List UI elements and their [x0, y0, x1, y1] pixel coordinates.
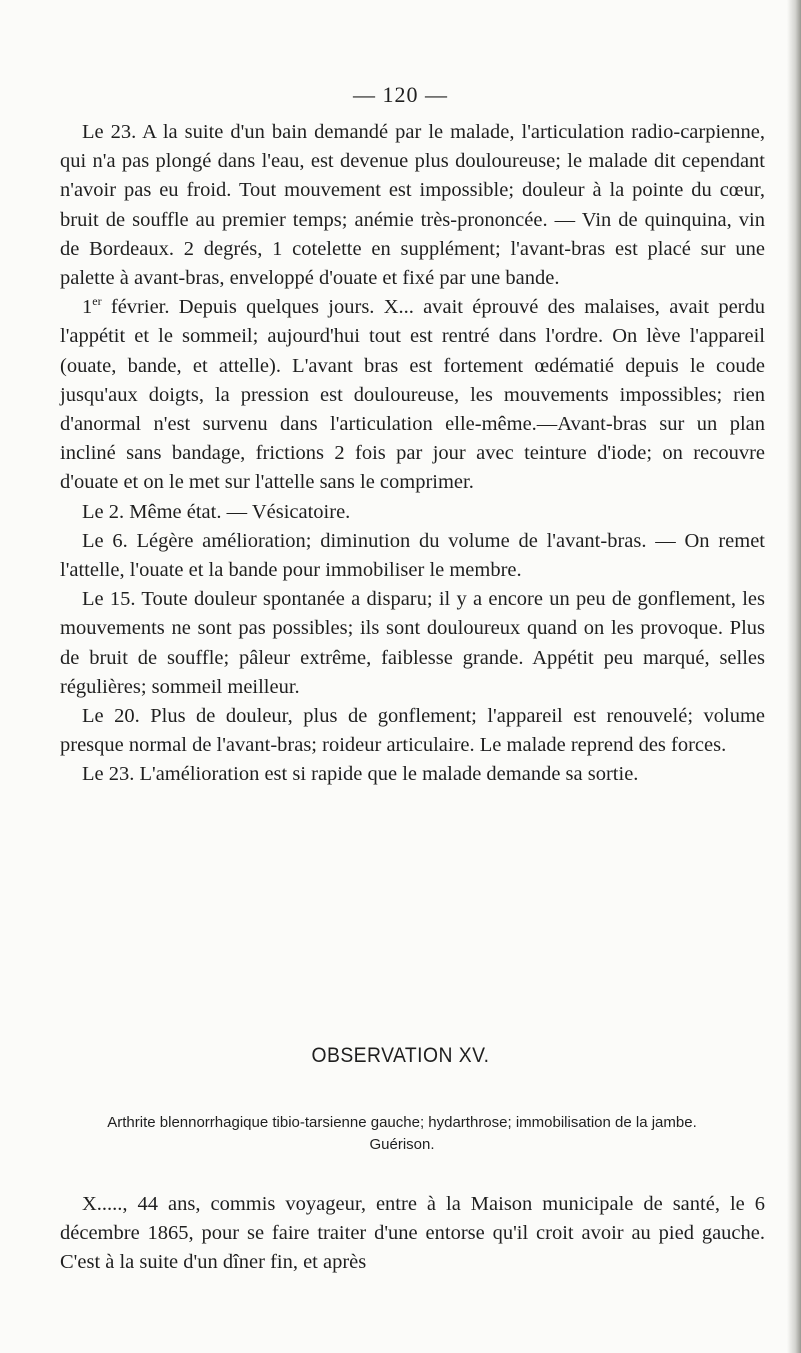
- page-edge-shadow: [787, 0, 801, 1353]
- page-number: — 120 —: [353, 82, 448, 107]
- paragraph-le-23-sortie: Le 23. L'amélioration est si rapide que le malade demande sa sortie.: [82, 763, 639, 786]
- paragraph-le-2: Le 2. Même état. — Vésicatoire.: [82, 500, 351, 523]
- observation-title: OBSERVATION XV.: [311, 1044, 490, 1067]
- case-notes: [60, 118, 765, 790]
- paragraph-le-23: Le 23. A la suite d'un bain demandé par le malade, l'articulation radio-carpienne, qui n'a pas plongé dans l'eau, est devenue plus douloureuse; le malade dit cependant n'avoir pas eu froid. Tout mouvement est impossible; douleur à la pointe du cœur, bruit de souffle au premier temps; anémie très-prononcée. — Vin de quinquina, vin de Bordeaux. 2 degrés, 1 cotelette en supplément; l'avant-bras est placé sur une palette à avant-bras, enveloppé d'ouate et fixé par une bande.: [60, 121, 765, 290]
- date-superscript: er: [92, 294, 102, 309]
- paragraph-1er-fevrier: [60, 293, 765, 497]
- observation-body: [60, 1190, 765, 1278]
- paragraph-le-6: Le 6. Légère amélioration; diminution du volume de l'avant-bras. — On remet l'attelle, l'ouate et la bande pour immobiliser le membre.: [60, 529, 765, 582]
- paragraph-le-15: Le 15. Toute douleur spontanée a disparu; il y a encore un peu de gonflement, les mouvements ne sont pas possibles; ils sont douloureux quand on les provoque. Plus de bruit de souffle; pâleur extrême, faiblesse grande. Appétit peu marqué, selles régulières; sommeil meilleur.: [60, 588, 765, 698]
- paragraph-le-20: Le 20. Plus de douleur, plus de gonflement; l'appareil est renouvelé; volume presque normal de l'avant-bras; roideur articulaire. Le malade reprend des forces.: [60, 705, 765, 757]
- paragraph-1er-fevrier-text: février. Depuis quelques jours. X... avait éprouvé des malaises, avait perdu l'appétit et le sommeil; aujourd'hui tout est rentré dans l'ordre. On lève l'appareil (ouate, bande, et attelle). L'avant bras est fortement œdématié depuis le coude jusqu'aux doigts, la pression est douloureuse, les mouvements impossibles; rien d'anormal n'est survenu dans l'articulation elle-même.—Avant-bras sur un plan incliné sans bandage, frictions 2 fois par jour avec teinture d'iode; on recouvre d'ouate et on le met sur l'attelle sans le comprimer.: [60, 296, 766, 494]
- observation-subtitle: Arthrite blennorrhagique tibio-tarsienne gauche; hydarthrose; immobilisation de la jambe. Guérison.: [107, 1114, 697, 1153]
- date-prefix: 1: [82, 296, 93, 319]
- observation-paragraph: X....., 44 ans, commis voyageur, entre à la Maison municipale de santé, le 6 décembre 1865, pour se faire traiter d'une entorse qu'il croit avoir au pied gauche. C'est à la suite d'un dîner fin, et après: [60, 1193, 765, 1274]
